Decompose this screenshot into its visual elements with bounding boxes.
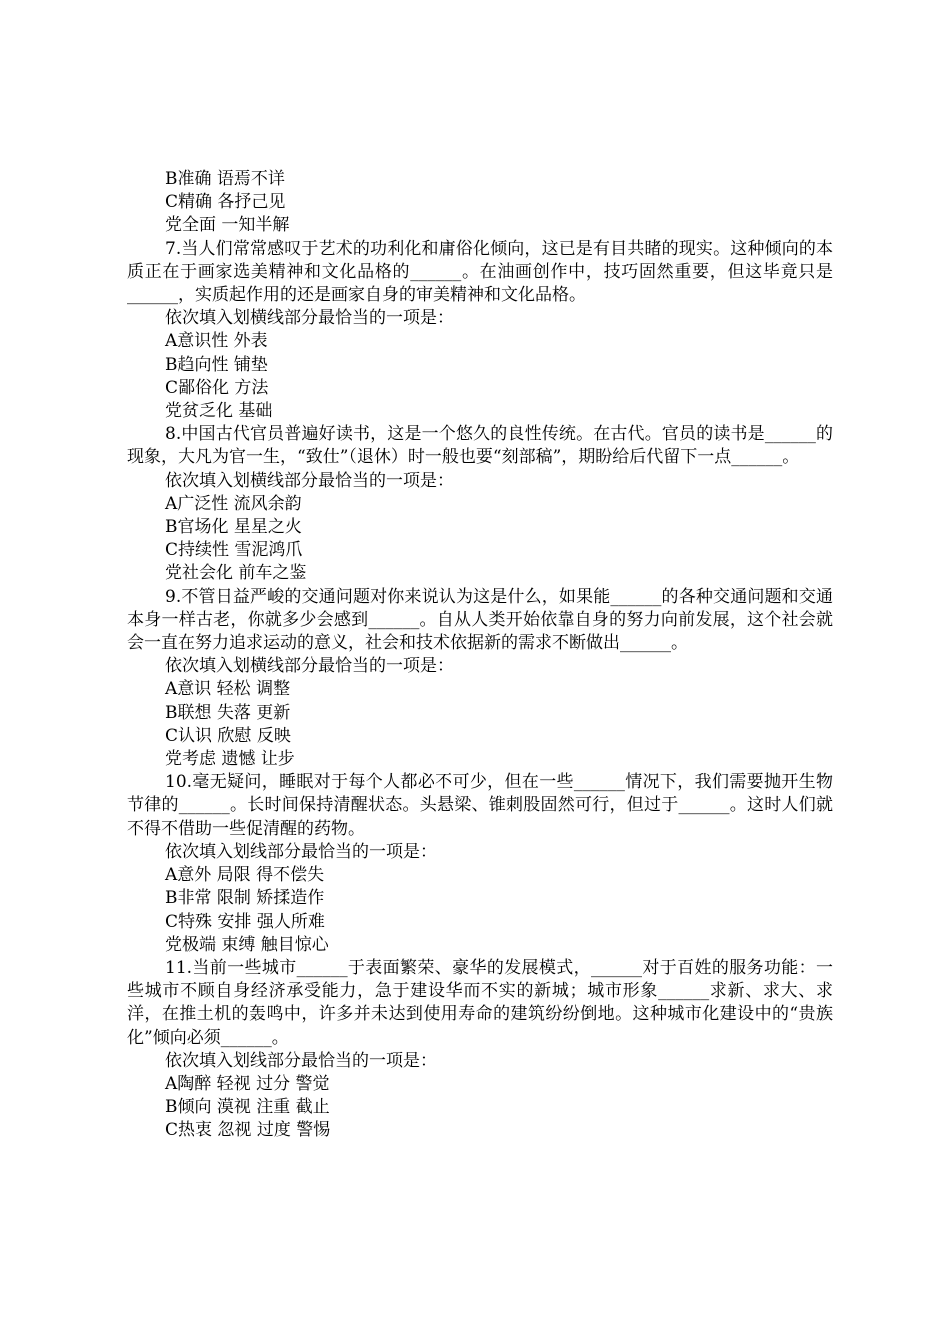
answer-option: C精确 各抒己见 [165,192,286,213]
answer-option: A陶醉 轻视 过分 警觉 [165,1073,330,1094]
question-8-prompt: 依次填入划横线部分最恰当的一项是： [165,470,454,491]
answer-option: B非常 限制 矫揉造作 [165,888,325,909]
answer-option: C认识 欣慰 反映 [165,725,291,746]
document-body [127,168,833,1143]
answer-option: 党全面 一知半解 [165,215,290,236]
answer-option: A广泛性 流风余韵 [165,493,302,514]
answer-option: A意识 轻松 调整 [165,679,291,700]
answer-option: C鄙俗化 方法 [165,377,269,398]
answer-option: B倾向 漠视 注重 截止 [165,1097,330,1118]
answer-option: 党社会化 前车之鉴 [165,563,307,584]
answer-option: 党极端 束缚 触目惊心 [165,934,329,955]
answer-option: 党贫乏化 基础 [165,401,273,422]
answer-option: B趋向性 铺垫 [165,354,268,375]
answer-option: C持续性 雪泥鸿爪 [165,540,303,561]
answer-option: C热衷 忽视 过度 警惕 [165,1120,331,1141]
question-8-text: 8.中国古代官员普遍好读书，这是一个悠久的良性传统。在古代。官员的读书是______的现象，大凡为官一生，“致仕”（退休）时一般也要“刻部稿”，期盼给后代留下一点______。 [127,424,833,468]
question-9-text: 9.不管日益严峻的交通问题对你来说认为这是什么，如果能______的各种交通问题和交通本身一样古老，你就多少会感到______。自从人类开始依靠自身的努力向前发展，这个社会就会一直在努力追求运动的意义，社会和技术依据新的需求不断做出______。 [127,586,833,654]
answer-option: B官场化 星星之火 [165,517,302,538]
question-9-prompt: 依次填入划横线部分最恰当的一项是： [165,656,454,677]
answer-option: A意外 局限 得不偿失 [165,865,325,886]
question-7-text: 7.当人们常常感叹于艺术的功利化和庸俗化倾向，这已是有目共睹的现实。这种倾向的本质正在于画家选美精神和文化品格的______。在油画创作中，技巧固然重要，但这毕竟只是______，实质起作用的还是画家自身的审美精神和文化品格。 [127,238,833,306]
answer-option: B准确 语焉不详 [165,169,285,189]
question-11-prompt: 依次填入划线部分最恰当的一项是： [165,1050,437,1071]
question-11-text: 11.当前一些城市______于表面繁荣、豪华的发展模式，______对于百姓的服务功能：一些城市不顾自身经济承受能力，急于建设华而不实的新城；城市形象______求新、求大、求洋，在推土机的轰鸣中，许多并未达到使用寿命的建筑纷纷倒地。这种城市化建设中的“贵族化”倾向必须______。 [127,957,833,1048]
answer-option: B联想 失落 更新 [165,702,291,723]
question-10-text: 10.毫无疑问，睡眠对于每个人都必不可少，但在一些______情况下，我们需要抛开生物节律的______。长时间保持清醒状态。头悬梁、锥刺股固然可行，但过于______。这时人们就不得不借助一些促清醒的药物。 [127,772,833,839]
answer-option: 党考虑 遗憾 让步 [165,749,295,770]
question-7-prompt: 依次填入划横线部分最恰当的一项是： [165,308,454,329]
answer-option: C特殊 安排 强人所难 [165,911,325,932]
question-10-prompt: 依次填入划线部分最恰当的一项是： [165,841,437,862]
answer-option: A意识性 外表 [165,331,268,352]
